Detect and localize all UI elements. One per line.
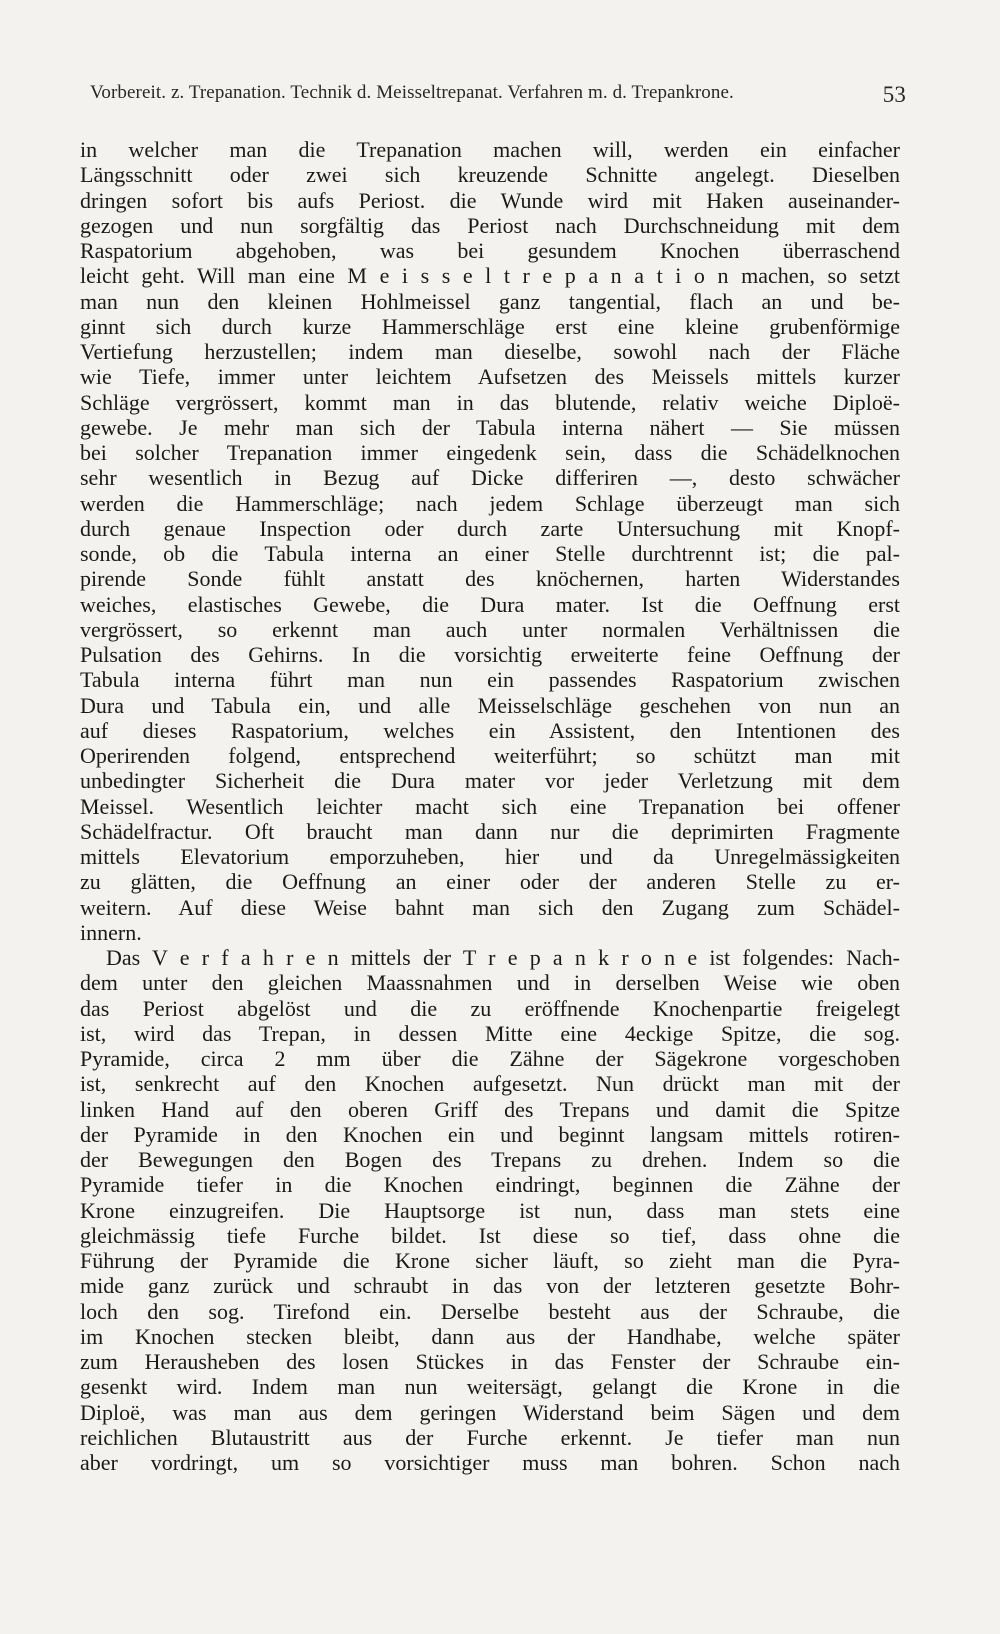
text-line: gleichmässig tiefe Furche bildet. Ist diese so tief, dass ohne die (80, 1222, 900, 1248)
text-line: dringen sofort bis aufs Periost. die Wunde wird mit Haken auseinander- (80, 187, 900, 213)
text-line: ist, senkrecht auf den Knochen aufgesetzt. Nun drückt man mit der (80, 1071, 900, 1097)
text-line: Krone einzugreifen. Die Hauptsorge ist nun, dass man stets eine (80, 1197, 900, 1223)
text-line: der Pyramide in den Knochen ein und beginnt langsam mittels rotiren- (80, 1121, 900, 1147)
text-line: weiches, elastisches Gewebe, die Dura mater. Ist die Oeffnung erst (80, 591, 900, 617)
text-line: dem unter den gleichen Maassnahmen und in derselben Weise wie oben (80, 970, 900, 996)
text-line: zu glätten, die Oeffnung an einer oder der anderen Stelle zu er- (80, 869, 900, 895)
text-line: gewebe. Je mehr man sich der Tabula interna nähert — Sie müssen (80, 414, 900, 440)
text-line: Pyramide, circa 2 mm über die Zähne der Sägekrone vorgeschoben (80, 1046, 900, 1071)
body-text (80, 137, 900, 1475)
text-line: aber vordringt, um so vorsichtiger muss man bohren. Schon nach (80, 1450, 900, 1475)
text-line: durch genaue Inspection oder durch zarte Untersuchung mit Knopf- (80, 515, 900, 541)
text-line: vergrössert, so erkennt man auch unter normalen Verhältnissen die (80, 616, 900, 642)
text-line: pirende Sonde fühlt anstatt des knöchernen, harten Widerstandes (80, 566, 900, 592)
text-line: Operirenden folgend, entsprechend weiterführt; so schützt man mit (80, 743, 900, 768)
text-line: in welcher man die Trepanation machen will, werden ein einfacher (80, 137, 900, 162)
text-line: man nun den kleinen Hohlmeissel ganz tangential, flach an und be- (80, 288, 900, 314)
text-line: zum Herausheben des losen Stückes in das Fenster der Schraube ein- (80, 1349, 900, 1374)
text-line: linken Hand auf den oberen Griff des Trepans und damit die Spitze (80, 1096, 900, 1122)
text-line: Tabula interna führt man nun ein passendes Raspatorium zwischen (80, 667, 900, 693)
text-line: Dura und Tabula ein, und alle Meisselschläge geschehen von nun an (80, 692, 900, 718)
text-line: Schläge vergrössert, kommt man in das blutende, relativ weiche Diploë- (80, 389, 900, 415)
text-line: sehr wesentlich in Bezug auf Dicke differiren —, desto schwächer (80, 465, 900, 491)
text-line: unbedingter Sicherheit die Dura mater vor jeder Verletzung mit dem (80, 768, 900, 794)
text-line: Längsschnitt oder zwei sich kreuzende Schnitte angelegt. Dieselben (80, 162, 900, 188)
text-line: ginnt sich durch kurze Hammerschläge erst eine kleine grubenförmige (80, 313, 900, 339)
text-line: Führung der Pyramide die Krone sicher läuft, so zieht man die Pyra- (80, 1248, 900, 1273)
text-line: gesenkt wird. Indem man nun weitersägt, gelangt die Krone in die (80, 1374, 900, 1400)
text-line: ist, wird das Trepan, in dessen Mitte eine 4eckige Spitze, die sog. (80, 1020, 900, 1046)
text-line: gezogen und nun sorgfältig das Periost nach Durchschneidung mit dem (80, 212, 900, 238)
page-number: 53 (882, 82, 906, 107)
text-line: Pyramide tiefer in die Knochen eindringt, beginnen die Zähne der (80, 1172, 900, 1198)
text-line: Das V e r f a h r e n mittels der T r e p a n k r o n e ist folgendes: Nach- (106, 945, 900, 970)
text-line: reichlichen Blutaustritt aus der Furche erkennt. Je tiefer man nun (80, 1424, 900, 1450)
text-line: Pulsation des Gehirns. In die vorsichtig erweiterte feine Oeffnung der (80, 642, 900, 667)
running-header (90, 78, 906, 108)
text-line: Schädelfractur. Oft braucht man dann nur die deprimirten Fragmente (80, 818, 900, 844)
text-line: mittels Elevatorium emporzuheben, hier und da Unregelmässigkeiten (80, 844, 900, 869)
text-line: das Periost abgelöst und die zu eröffnende Knochenpartie freigelegt (80, 995, 900, 1021)
text-line: Diploë, was man aus dem geringen Widerstand beim Sägen und dem (80, 1399, 900, 1425)
text-line: Vertiefung herzustellen; indem man dieselbe, sowohl nach der Fläche (80, 339, 900, 364)
text-line: werden die Hammerschläge; nach jedem Schlage überzeugt man sich (80, 490, 900, 516)
text-line: weitern. Auf diese Weise bahnt man sich den Zugang zum Schädel- (80, 894, 900, 920)
text-line: leicht geht. Will man eine M e i s s e l t r e p a n a t i o n machen, so setzt (80, 263, 900, 289)
text-line: Meissel. Wesentlich leichter macht sich eine Trepanation bei offener (80, 793, 900, 819)
text-line: bei solcher Trepanation immer eingedenk sein, dass die Schädelknochen (80, 440, 900, 465)
text-line: sonde, ob die Tabula interna an einer Stelle durchtrennt ist; die pal- (80, 541, 900, 566)
text-line: der Bewegungen den Bogen des Trepans zu drehen. Indem so die (80, 1147, 900, 1172)
text-line: Raspatorium abgehoben, was bei gesundem Knochen überraschend (80, 238, 900, 263)
text-line: innern. (80, 919, 142, 945)
text-line: wie Tiefe, immer unter leichtem Aufsetzen des Meissels mittels kurzer (80, 364, 900, 390)
text-line: im Knochen stecken bleibt, dann aus der Handhabe, welche später (80, 1323, 900, 1349)
running-title: Vorbereit. z. Trepanation. Technik d. Meisseltrepanat. Verfahren m. d. Trepankrone. (90, 82, 734, 103)
text-line: loch den sog. Tirefond ein. Derselbe besteht aus der Schraube, die (80, 1298, 900, 1324)
text-line: mide ganz zurück und schraubt in das von der letzteren gesetzte Bohr- (80, 1273, 900, 1299)
text-line: auf dieses Raspatorium, welches ein Assistent, den Intentionen des (80, 717, 900, 743)
